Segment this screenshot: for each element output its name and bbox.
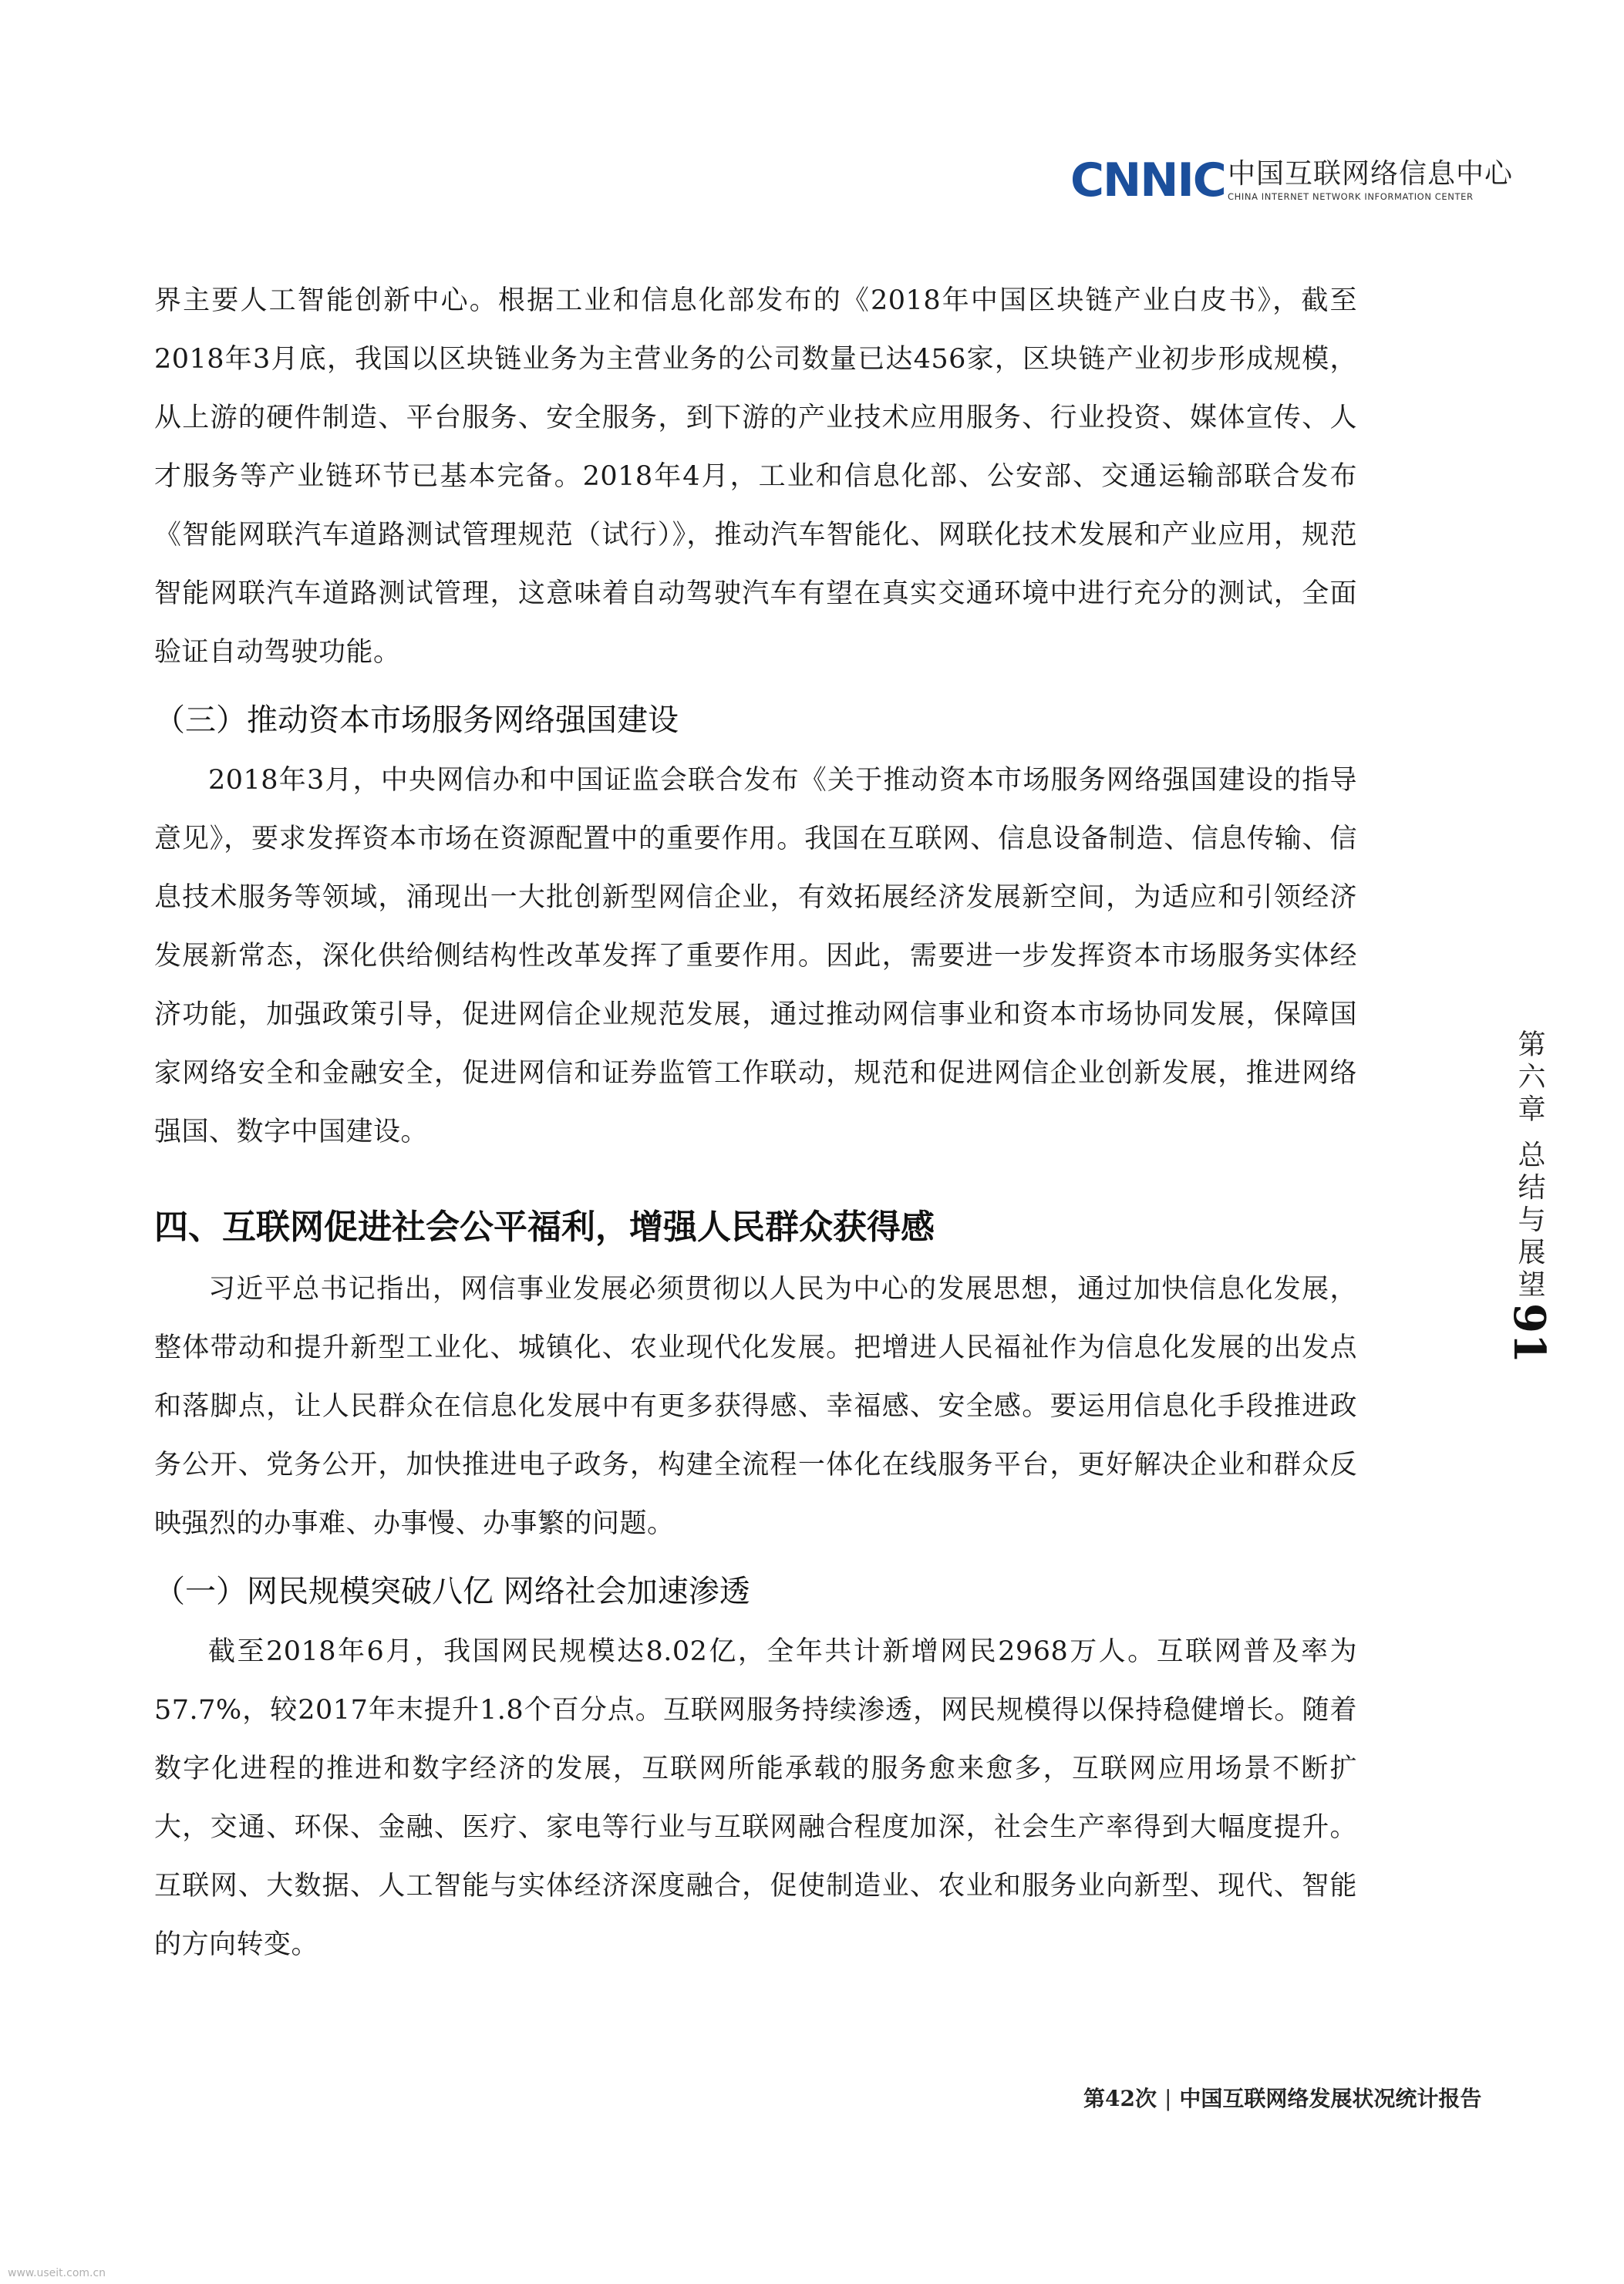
footer-separator: |	[1164, 2086, 1172, 2111]
main-content	[154, 271, 1357, 1974]
paragraph-netizen-scale: 截至2018年6月，我国网民规模达8.02亿，全年共计新增网民2968万人。互联网普及率为57.7%，较2017年末提升1.8个百分点。互联网服务持续渗透，网民规模得以保持稳健增长。随着数字化进程的推进和数字经济的发展，互联网所能承载的服务愈来愈多，互联网应用场景不断扩大，交通、环保、金融、医疗、家电等行业与互联网融合程度加深，社会生产率得到大幅度提升。互联网、大数据、人工智能与实体经济深度融合，促使制造业、农业和服务业向新型、现代、智能的方向转变。	[154, 1636, 1357, 1960]
footer-report-title: 中国互联网络发展状况统计报告	[1179, 2086, 1482, 2111]
section-heading-welfare: 四、互联网促进社会公平福利，增强人民群众获得感	[154, 1208, 935, 1247]
logo-english-name: CHINA INTERNET NETWORK INFORMATION CENTER	[1228, 191, 1474, 202]
paragraph-blockchain-ai: 界主要人工智能创新中心。根据工业和信息化部发布的《2018年中国区块链产业白皮书》，截至2018年3月底，我国以区块链业务为主营业务的公司数量已达456家，区块链产业初步形成规模，从上游的硬件制造、平台服务、安全服务，到下游的产业技术应用服务、行业投资、媒体宣传、人才服务等产业链环节已基本完备。2018年4月，工业和信息化部、公安部、交通运输部联合发布《智能网联汽车道路测试管理规范（试行）》，推动汽车智能化、网联化技术发展和产业应用，规范智能网联汽车道路测试管理，这意味着自动驾驶汽车有望在真实交通环境中进行充分的测试，全面验证自动驾驶功能。	[154, 285, 1357, 668]
paragraph-welfare: 习近平总书记指出，网信事业发展必须贯彻以人民为中心的发展思想，通过加快信息化发展，整体带动和提升新型工业化、城镇化、农业现代化发展。把增进人民福祉作为信息化发展的出发点和落脚点，让人民群众在信息化发展中有更多获得感、幸福感、安全感。要运用信息化手段推进政务公开、党务公开，加快推进电子政务，构建全流程一体化在线服务平台，更好解决企业和群众反映强烈的办事难、办事慢、办事繁的问题。	[154, 1274, 1357, 1539]
cnnic-logo	[1070, 153, 1514, 210]
paragraph-capital-market: 2018年3月，中央网信办和中国证监会联合发布《关于推动资本市场服务网络强国建设的指导意见》，要求发挥资本市场在资源配置中的重要作用。我国在互联网、信息设备制造、信息传输、信息技术服务等领域，涌现出一大批创新型网信企业，有效拓展经济发展新空间，为适应和引领经济发展新常态，深化供给侧结构性改革发挥了重要作用。因此，需要进一步发挥资本市场服务实体经济功能，加强政策引导，促进网信企业规范发展，通过推动网信事业和资本市场协同发展，保障国家网络安全和金融安全，促进网信和证券监管工作联动，规范和促进网信企业创新发展，推进网络强国、数字中国建设。	[154, 765, 1357, 1147]
subheading-capital-market: （三）推动资本市场服务网络强国建设	[154, 702, 679, 738]
logo-mark: CNNIC	[1070, 153, 1225, 207]
footer	[1083, 2082, 1481, 2113]
logo-chinese-name: 中国互联网络信息中心	[1228, 158, 1514, 190]
chapter-label: 第六章 总结与展望	[1514, 1029, 1545, 1302]
watermark: www.useit.com.cn	[8, 2267, 106, 2279]
page-number: 91	[1504, 1303, 1555, 1363]
subheading-netizen-scale: （一）网民规模突破八亿 网络社会加速渗透	[154, 1574, 750, 1609]
footer-edition: 第42次	[1083, 2086, 1157, 2111]
